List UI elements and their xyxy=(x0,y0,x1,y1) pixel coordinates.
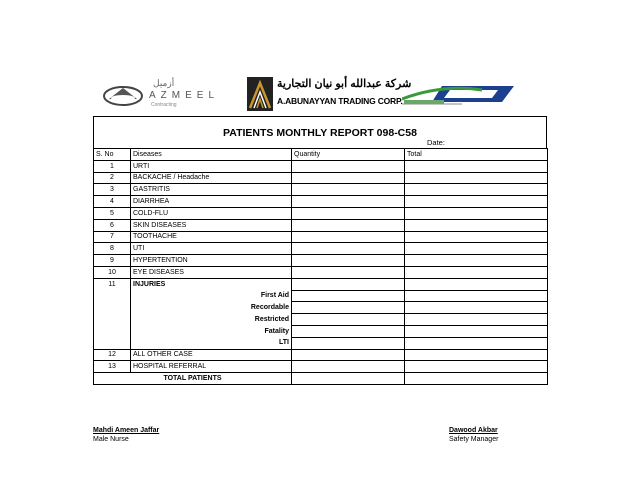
signer-right-role: Safety Manager xyxy=(449,436,499,443)
quantity-cell[interactable] xyxy=(292,184,405,196)
total-cell[interactable] xyxy=(405,160,548,172)
total-cell[interactable] xyxy=(405,361,548,373)
total-cell[interactable] xyxy=(405,196,548,208)
table-row xyxy=(94,196,548,208)
abunayyan-latin: A.ABUNAYYAN TRADING CORP. xyxy=(277,96,403,106)
quantity-cell[interactable] xyxy=(292,302,405,314)
table-row xyxy=(94,255,548,267)
logo-bar xyxy=(0,76,640,116)
quantity-cell[interactable] xyxy=(292,243,405,255)
col-quantity: Quantity xyxy=(292,149,405,161)
total-cell[interactable] xyxy=(405,302,548,314)
rail-emblem-icon xyxy=(402,82,517,110)
table-row xyxy=(94,361,548,373)
injury-label: First Aid xyxy=(131,290,292,302)
row-sno: 10 xyxy=(94,266,131,278)
signer-right-name: Dawood Akbar xyxy=(449,427,498,434)
row-sno: 9 xyxy=(94,255,131,267)
quantity-cell[interactable] xyxy=(292,172,405,184)
table-row xyxy=(94,231,548,243)
table-row xyxy=(94,160,548,172)
total-cell[interactable] xyxy=(405,266,548,278)
col-diseases: Diseases xyxy=(131,149,292,161)
blank-cell xyxy=(94,290,131,302)
row-disease: INJURIES xyxy=(131,278,292,290)
total-cell[interactable] xyxy=(405,325,548,337)
quantity-cell[interactable] xyxy=(292,337,405,349)
row-disease: URTI xyxy=(131,160,292,172)
total-row xyxy=(94,373,548,385)
quantity-cell[interactable] xyxy=(292,361,405,373)
injury-label: LTI xyxy=(131,337,292,349)
azmeel-arabic: أزميل xyxy=(153,78,175,88)
total-cell[interactable] xyxy=(405,243,548,255)
row-disease: UTI xyxy=(131,243,292,255)
total-cell[interactable] xyxy=(405,278,548,290)
injury-row xyxy=(94,314,548,326)
rail-logo xyxy=(402,82,517,110)
row-disease: COLD-FLU xyxy=(131,207,292,219)
table-row xyxy=(94,172,548,184)
total-patients-label: TOTAL PATIENTS xyxy=(94,373,292,385)
row-disease: SKIN DISEASES xyxy=(131,219,292,231)
total-total-cell[interactable] xyxy=(405,373,548,385)
azmeel-latin: AZMEEL xyxy=(149,90,220,101)
table-row xyxy=(94,349,548,361)
row-sno: 11 xyxy=(94,278,131,290)
row-disease: TOOTHACHE xyxy=(131,231,292,243)
date-label: Date: xyxy=(427,138,445,147)
row-sno: 6 xyxy=(94,219,131,231)
signature-right xyxy=(449,427,498,443)
injury-label: Recordable xyxy=(131,302,292,314)
quantity-cell[interactable] xyxy=(292,196,405,208)
injury-label: Restricted xyxy=(131,314,292,326)
total-quantity-cell[interactable] xyxy=(292,373,405,385)
row-disease: DIARRHEA xyxy=(131,196,292,208)
injury-row xyxy=(94,325,548,337)
row-sno: 8 xyxy=(94,243,131,255)
blank-cell xyxy=(94,302,131,314)
row-sno: 5 xyxy=(94,207,131,219)
signer-left-role: Male Nurse xyxy=(93,436,129,443)
row-sno: 1 xyxy=(94,160,131,172)
injury-label: Fatality xyxy=(131,325,292,337)
total-cell[interactable] xyxy=(405,231,548,243)
azmeel-tag: Contracting xyxy=(151,102,177,108)
total-cell[interactable] xyxy=(405,207,548,219)
row-disease: ALL OTHER CASE xyxy=(131,349,292,361)
col-total: Total xyxy=(405,149,548,161)
quantity-cell[interactable] xyxy=(292,314,405,326)
table-row xyxy=(94,266,548,278)
quantity-cell[interactable] xyxy=(292,231,405,243)
table-row xyxy=(94,184,548,196)
total-cell[interactable] xyxy=(405,290,548,302)
row-sno: 13 xyxy=(94,361,131,373)
row-disease: HYPERTENTION xyxy=(131,255,292,267)
signer-left-name: Mahdi Ameen Jaffar xyxy=(93,427,160,434)
table-row xyxy=(94,207,548,219)
table-row-injuries xyxy=(94,278,548,290)
quantity-cell[interactable] xyxy=(292,349,405,361)
quantity-cell[interactable] xyxy=(292,290,405,302)
row-sno: 7 xyxy=(94,231,131,243)
blank-cell xyxy=(94,325,131,337)
quantity-cell[interactable] xyxy=(292,219,405,231)
report-table xyxy=(93,148,548,385)
abunayyan-emblem-icon xyxy=(247,77,273,111)
total-cell[interactable] xyxy=(405,349,548,361)
quantity-cell[interactable] xyxy=(292,207,405,219)
total-cell[interactable] xyxy=(405,337,548,349)
row-sno: 3 xyxy=(94,184,131,196)
total-cell[interactable] xyxy=(405,219,548,231)
injury-row xyxy=(94,290,548,302)
quantity-cell[interactable] xyxy=(292,278,405,290)
table-header-row xyxy=(94,149,548,161)
row-disease: BACKACHE / Headache xyxy=(131,172,292,184)
total-cell[interactable] xyxy=(405,172,548,184)
total-cell[interactable] xyxy=(405,314,548,326)
quantity-cell[interactable] xyxy=(292,255,405,267)
table-row xyxy=(94,219,548,231)
row-sno: 12 xyxy=(94,349,131,361)
injury-row xyxy=(94,337,548,349)
total-cell[interactable] xyxy=(405,184,548,196)
row-sno: 4 xyxy=(94,196,131,208)
row-disease: EYE DISEASES xyxy=(131,266,292,278)
blank-cell xyxy=(94,337,131,349)
table-row xyxy=(94,243,548,255)
quantity-cell[interactable] xyxy=(292,160,405,172)
row-disease: GASTRITIS xyxy=(131,184,292,196)
blank-cell xyxy=(94,314,131,326)
abunayyan-arabic: شركة عبدالله أبو نيان التجارية xyxy=(277,78,412,90)
quantity-cell[interactable] xyxy=(292,266,405,278)
azmeel-logo xyxy=(103,78,233,112)
report-header-box xyxy=(93,116,547,148)
report-title: PATIENTS MONTHLY REPORT 098-C58 xyxy=(223,127,417,139)
injury-row xyxy=(94,302,548,314)
col-sno: S. No xyxy=(94,149,131,161)
row-disease: HOSPITAL REFERRAL xyxy=(131,361,292,373)
azmeel-emblem-icon xyxy=(103,84,143,108)
quantity-cell[interactable] xyxy=(292,325,405,337)
abunayyan-logo xyxy=(247,76,412,112)
signature-left xyxy=(93,427,159,443)
row-sno: 2 xyxy=(94,172,131,184)
total-cell[interactable] xyxy=(405,255,548,267)
